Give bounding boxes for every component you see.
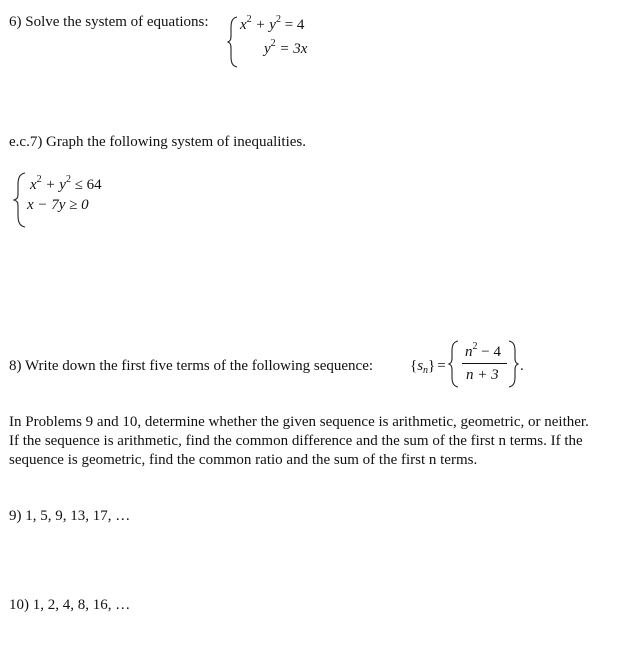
sequence-period: . — [520, 358, 524, 374]
sequence-symbol: $\{s_n\}$ = — [410, 358, 446, 376]
problem-7-label: e.c.7) Graph the following system of inequalities. — [9, 134, 307, 150]
fraction-bar — [462, 363, 507, 364]
right-brace-icon — [507, 340, 519, 388]
equation-2: $y^2 = 3x$ — [264, 38, 308, 57]
instructions-paragraph: In Problems 9 and 10, determine whether the given sequence is arithmetic, geometric, or neither. If the sequence is arithmetic, find the common difference and the sum of the first n terms. If the sequence is geometric, find the common ratio and the sum of the first n terms. — [9, 414, 589, 468]
problem-8-label: 8) Write down the first five terms of the following sequence: — [9, 358, 374, 374]
equation-1: $x^2 + y^2 = 4$ — [240, 14, 305, 33]
problem-9-label: 9) 1, 5, 9, 13, 17, … — [9, 508, 131, 524]
problem-6-label: 6) Solve the system of equations: — [9, 14, 209, 30]
left-brace-icon — [13, 172, 27, 228]
inequality-1: $x^2 + y^2 \le 64$ — [30, 174, 102, 193]
left-brace-icon — [227, 16, 239, 68]
fraction-denominator: n + 3 — [466, 367, 499, 383]
left-brace-icon — [448, 340, 460, 388]
fraction-numerator: $n^2 - 4$ — [465, 341, 501, 360]
inequality-2: x − 7y ≥ 0 — [27, 197, 89, 213]
problem-10-label: 10) 1, 2, 4, 8, 16, … — [9, 597, 131, 613]
